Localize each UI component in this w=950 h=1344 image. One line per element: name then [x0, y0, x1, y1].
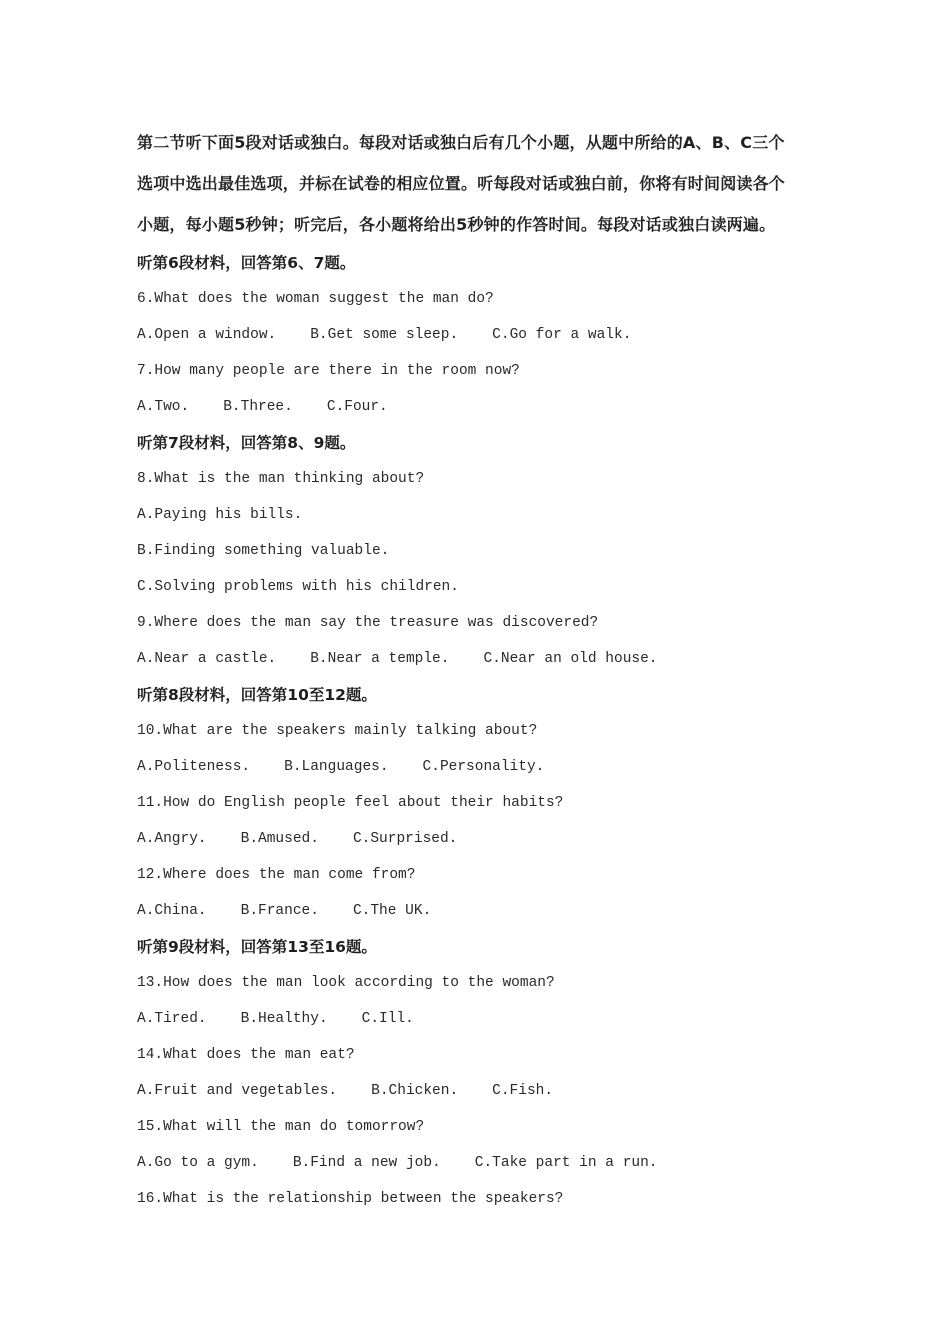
question-text: 6.What does the woman suggest the man do?	[137, 291, 494, 307]
answer-option: A.Politeness.	[137, 759, 251, 775]
answer-options	[137, 497, 827, 533]
answer-options	[137, 1001, 827, 1037]
answer-option: B.Get some sleep.	[310, 327, 459, 343]
exam-page	[137, 122, 827, 1217]
question-text: 8.What is the man thinking about?	[137, 471, 425, 487]
section-instructions	[137, 122, 827, 245]
answer-options	[137, 893, 827, 929]
answer-option: C.Go for a walk.	[492, 327, 632, 343]
answer-options	[137, 1073, 827, 1109]
material-heading: 听第7段材料，回答第8、9题。	[137, 434, 356, 452]
answer-option: B.Three.	[223, 399, 293, 415]
question-text: 11.How do English people feel about their habits?	[137, 795, 564, 811]
instruction-line: 选项中选出最佳选项，并标在试卷的相应位置。听每段对话或独白前，你将有时间阅读各个	[137, 174, 786, 193]
answer-option: A.Paying his bills.	[137, 507, 303, 523]
question-text: 14.What does the man eat?	[137, 1047, 355, 1063]
answer-option: A.Open a window.	[137, 327, 277, 343]
question-text: 13.How does the man look according to the woman?	[137, 975, 555, 991]
answer-option: A.Near a castle.	[137, 651, 277, 667]
question-text: 16.What is the relationship between the speakers?	[137, 1191, 564, 1207]
question-text: 10.What are the speakers mainly talking about?	[137, 723, 538, 739]
material-heading: 听第8段材料，回答第10至12题。	[137, 686, 377, 704]
answer-option: B.Chicken.	[371, 1083, 459, 1099]
answer-option: C.Four.	[326, 399, 388, 415]
answer-option: C.The UK.	[352, 903, 432, 919]
answer-option: B.Finding something valuable.	[137, 543, 390, 559]
answer-option: B.Healthy.	[240, 1011, 328, 1027]
answer-option: C.Near an old house.	[483, 651, 658, 667]
answer-option: B.Near a temple.	[310, 651, 450, 667]
question-text: 12.Where does the man come from?	[137, 867, 416, 883]
instruction-line: 小题，每小题5秒钟；听完后，各小题将给出5秒钟的作答时间。每段对话或独白读两遍。	[137, 215, 776, 234]
answer-option: B.Amused.	[240, 831, 319, 847]
answer-option: A.Fruit and vegetables.	[137, 1083, 338, 1099]
answer-options	[137, 641, 827, 677]
answer-options	[137, 533, 827, 569]
question-text: 9.Where does the man say the treasure was discovered?	[137, 615, 599, 631]
answer-option: B.Find a new job.	[292, 1155, 441, 1171]
answer-options	[137, 749, 827, 785]
material-heading: 听第6段材料，回答第6、7题。	[137, 254, 356, 272]
answer-options	[137, 389, 827, 425]
answer-option: A.Two.	[137, 399, 190, 415]
answer-option: A.Angry.	[137, 831, 207, 847]
answer-option: C.Personality.	[422, 759, 545, 775]
answer-option: C.Ill.	[361, 1011, 414, 1027]
answer-option: C.Take part in a run.	[474, 1155, 658, 1171]
answer-option: A.Tired.	[137, 1011, 207, 1027]
answer-options	[137, 821, 827, 857]
answer-option: C.Fish.	[492, 1083, 554, 1099]
answer-options	[137, 1145, 827, 1181]
answer-options	[137, 317, 827, 353]
answer-options	[137, 569, 827, 605]
answer-option: C.Solving problems with his children.	[137, 579, 459, 595]
instruction-line: 第二节听下面5段对话或独白。每段对话或独白后有几个小题，从题中所给的A、B、C三个	[137, 133, 785, 152]
answer-option: A.Go to a gym.	[137, 1155, 259, 1171]
answer-option: A.China.	[137, 903, 207, 919]
answer-option: C.Surprised.	[352, 831, 458, 847]
answer-option: B.France.	[240, 903, 319, 919]
material-heading: 听第9段材料，回答第13至16题。	[137, 938, 377, 956]
question-list	[137, 245, 827, 1217]
answer-option: B.Languages.	[284, 759, 389, 775]
question-text: 7.How many people are there in the room now?	[137, 363, 520, 379]
question-text: 15.What will the man do tomorrow?	[137, 1119, 425, 1135]
